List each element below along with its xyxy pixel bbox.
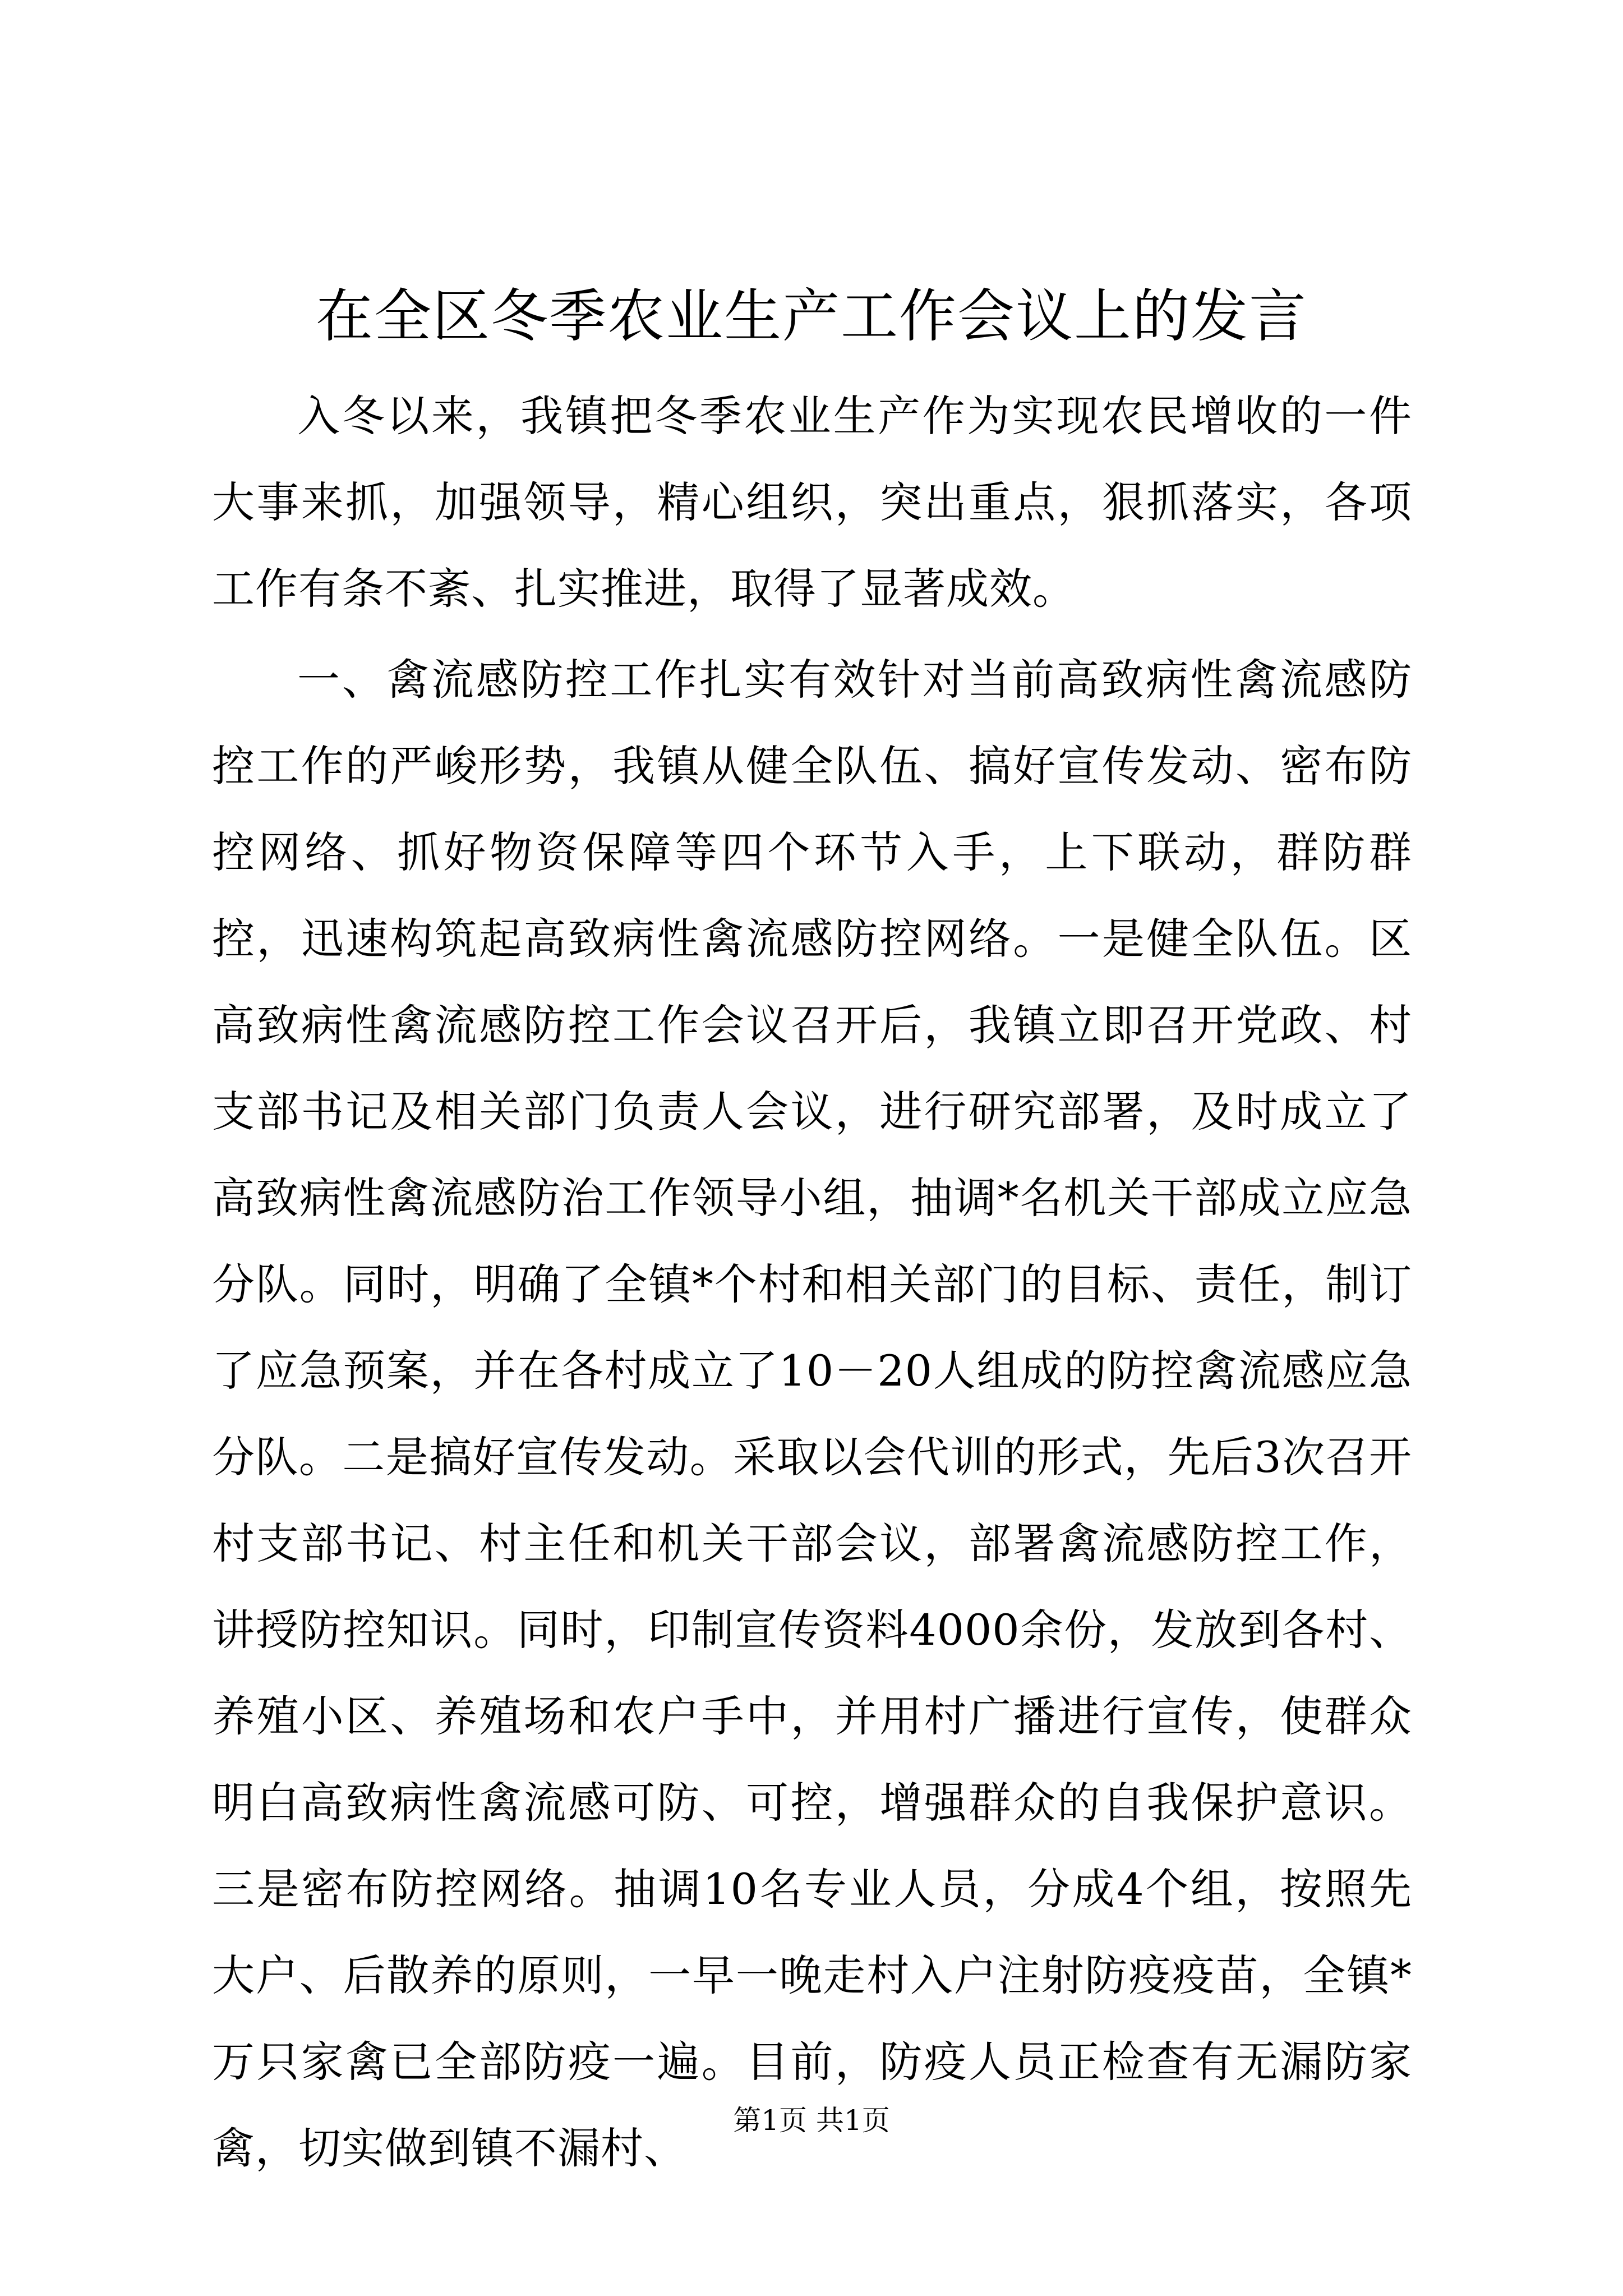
document-body — [212, 373, 1412, 2196]
document-title: 在全区冬季农业生产工作会议上的发言 — [316, 283, 1307, 350]
paragraph-intro: 入冬以来，我镇把冬季农业生产作为实现农民增收的一件大事来抓，加强领导，精心组织，突出重点，狠抓落实，各项工作有条不紊、扎实推进，取得了显著成效。 — [212, 391, 1412, 614]
page-footer: 第1页 共1页 — [733, 2104, 890, 2137]
paragraph-section-1: 一、禽流感防控工作扎实有效针对当前高致病性禽流感防控工作的严峻形势，我镇从健全队伍、搞好宣传发动、密布防控网络、抓好物资保障等四个环节入手，上下联动，群防群控，迅速构筑起高致病性禽流感防控网络。一是健全队伍。区高致病性禽流感防控工作会议召开后，我镇立即召开党政、村支部书记及相关部门负责人会议，进行研究部署，及时成立了高致病性禽流感防治工作领导小组，抽调*名机关干部成立应急分队。同时，明确了全镇*个村和相关部门的目标、责任，制订了应急预案，并在各村成立了10－20人组成的防控禽流感应急分队。二是搞好宣传发动。采取以会代训的形式，先后3次召开村支部书记、村主任和机关干部会议，部署禽流感防控工作，讲授防控知识。同时，印制宣传资料4000余份，发放到各村、养殖小区、养殖场和农户手中，并用村广播进行宣传，使群众明白高致病性禽流感可防、可控，增强群众的自我保护意识。三是密布防控网络。抽调10名专业人员，分成4个组，按照先大户、后散养的原则，一早一晚走村入户注射防疫疫苗，全镇*万只家禽已全部防疫一遍。目前，防疫人员正检查有无漏防家禽，切实做到镇不漏村、 — [212, 655, 1412, 2173]
